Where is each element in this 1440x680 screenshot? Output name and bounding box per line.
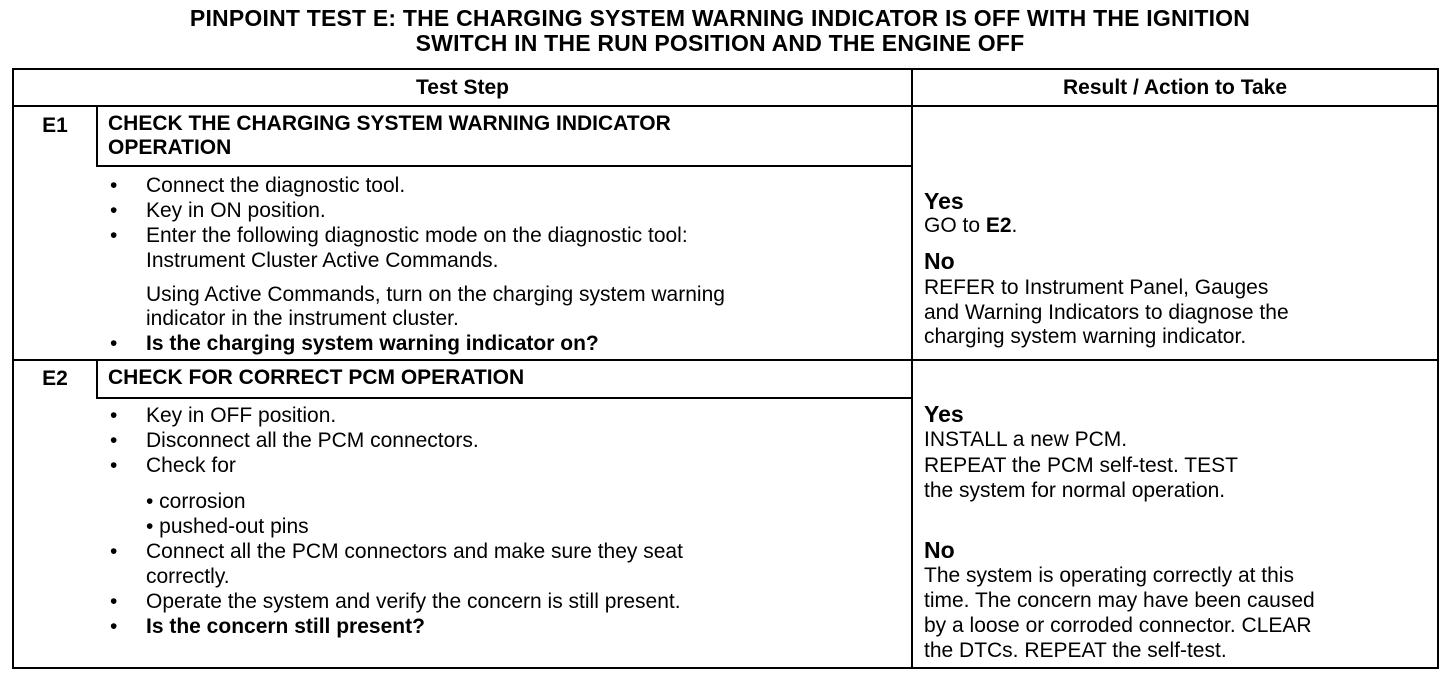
pinpoint-test-table [12,68,1439,669]
e2-no-label: No [924,537,955,563]
title-line-1: PINPOINT TEST E: THE CHARGING SYSTEM WARNING INDICATOR IS OFF WITH THE IGNITION [189,5,1251,31]
step-divider [14,359,1437,361]
e2-bullet-3: Check for [146,454,236,477]
step-title-e1 [108,112,671,160]
e1-title-divider [96,165,911,167]
e1-yes-label: Yes [924,188,964,214]
bullet-mark: • [110,540,118,563]
e1-no-label: No [924,248,955,274]
e2-bullet-5: Operate the system and verify the concern is still present. [146,590,681,613]
header-result: Result / Action to Take [1062,76,1288,99]
bullet-mark: • [110,615,118,638]
step-title-e2: CHECK FOR CORRECT PCM OPERATION [108,366,525,389]
bullet-mark: • [110,454,118,477]
e1-bullet-3: Enter the following diagnostic mode on the diagnostic tool: [146,224,688,247]
page-title [10,6,1430,56]
e1-yes-prefix: GO to [924,214,986,237]
e2-bullet-4: Connect all the PCM connectors and make sure they seat [146,540,683,563]
e2-sub-bullet-2: • pushed-out pins [146,515,309,538]
e2-yes-label: Yes [924,401,964,427]
e1-yes-target: E2 [985,214,1012,237]
step-id-e2: E2 [42,367,68,390]
header-divider [14,105,1437,107]
bullet-mark: • [110,199,118,222]
e2-no-line-1: The system is operating correctly at this [924,564,1294,587]
e1-bullet-1: Connect the diagnostic tool. [146,174,406,197]
e1-bullet-2: Key in ON position. [146,199,326,222]
e1-note-line-2: indicator in the instrument cluster. [146,307,459,330]
e1-yes-action [924,214,1017,239]
step-title-e1-line1: CHECK THE CHARGING SYSTEM WARNING INDICATOR [108,112,671,135]
bullet-mark: • [110,404,118,427]
column-divider [911,70,913,667]
step-id-e1: E1 [42,114,68,137]
e2-bullet-2: Disconnect all the PCM connectors. [146,429,479,452]
title-line-2: SWITCH IN THE RUN POSITION AND THE ENGINE OFF [415,30,1025,56]
e2-no-line-3: by a loose or corroded connector. CLEAR [924,614,1312,637]
id-divider-e1 [96,105,98,167]
e1-no-line-3: charging system warning indicator. [924,325,1247,348]
e1-note-line-1: Using Active Commands, turn on the charging system warning [146,283,725,306]
e2-yes-line-3: the system for normal operation. [924,479,1226,502]
e2-bullet-1: Key in OFF position. [146,404,337,427]
e1-question: Is the charging system warning indicator on? [146,332,599,355]
e2-bullet-4-continuation: correctly. [146,565,230,588]
e2-yes-line-2: REPEAT the PCM self-test. TEST [924,454,1238,477]
step-title-e1-line2: OPERATION [108,136,232,159]
e2-no-line-4: the DTCs. REPEAT the self-test. [924,639,1227,662]
bullet-mark: • [110,224,118,247]
bullet-mark: • [110,429,118,452]
e1-no-line-2: and Warning Indicators to diagnose the [924,301,1289,324]
bullet-mark: • [110,332,118,355]
e1-bullet-3-continuation: Instrument Cluster Active Commands. [146,249,499,272]
e2-question: Is the concern still present? [146,615,425,638]
header-test-step: Test Step [416,76,509,99]
e1-no-line-1: REFER to Instrument Panel, Gauges [924,276,1269,299]
id-divider-e2 [96,359,98,399]
e2-yes-line-1: INSTALL a new PCM. [924,428,1128,451]
bullet-mark: • [110,590,118,613]
e2-no-line-2: time. The concern may have been caused [924,589,1315,612]
e2-sub-bullet-1: • corrosion [146,490,246,513]
bullet-mark: • [110,174,118,197]
e2-title-divider [96,397,911,399]
e1-yes-suffix: . [1011,214,1018,237]
